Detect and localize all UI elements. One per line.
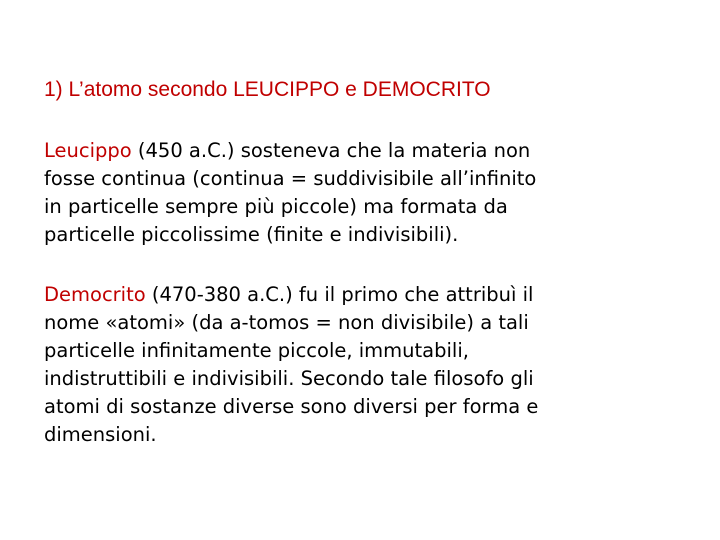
paragraph-democrito: [44, 281, 684, 449]
paragraph-line: atomi di sostanze diverse sono diversi per forma e: [44, 395, 539, 418]
paragraph-line: nome «atomi» (da a-tomos = non divisibile) a tali: [44, 311, 529, 334]
paragraph-line: particelle infinitamente piccole, immutabili,: [44, 339, 469, 362]
paragraph-line: [44, 281, 684, 309]
paragraph-line: particelle piccolissime (finite e indivisibili).: [44, 223, 459, 246]
paragraph-line: indistruttibili e indivisibili. Secondo tale filosofo gli: [44, 367, 534, 390]
slide-title: 1) L’atomo secondo LEUCIPPO e DEMOCRITO: [44, 78, 491, 101]
paragraph-line: in particelle sempre più piccole) ma formata da: [44, 195, 508, 218]
term-democrito: Democrito: [44, 283, 146, 306]
paragraph-line: fosse continua (continua = suddivisibile all’infinito: [44, 167, 537, 190]
paragraph-line: [44, 137, 684, 165]
term-leucippo: Leucippo: [44, 139, 132, 162]
paragraph-line: dimensioni.: [44, 423, 157, 446]
line-text: (470-380 a.C.) fu il primo che attribuì il: [145, 283, 534, 306]
line-text: (450 a.C.) sosteneva che la materia non: [131, 139, 531, 162]
paragraph-leucippo: [44, 137, 684, 249]
